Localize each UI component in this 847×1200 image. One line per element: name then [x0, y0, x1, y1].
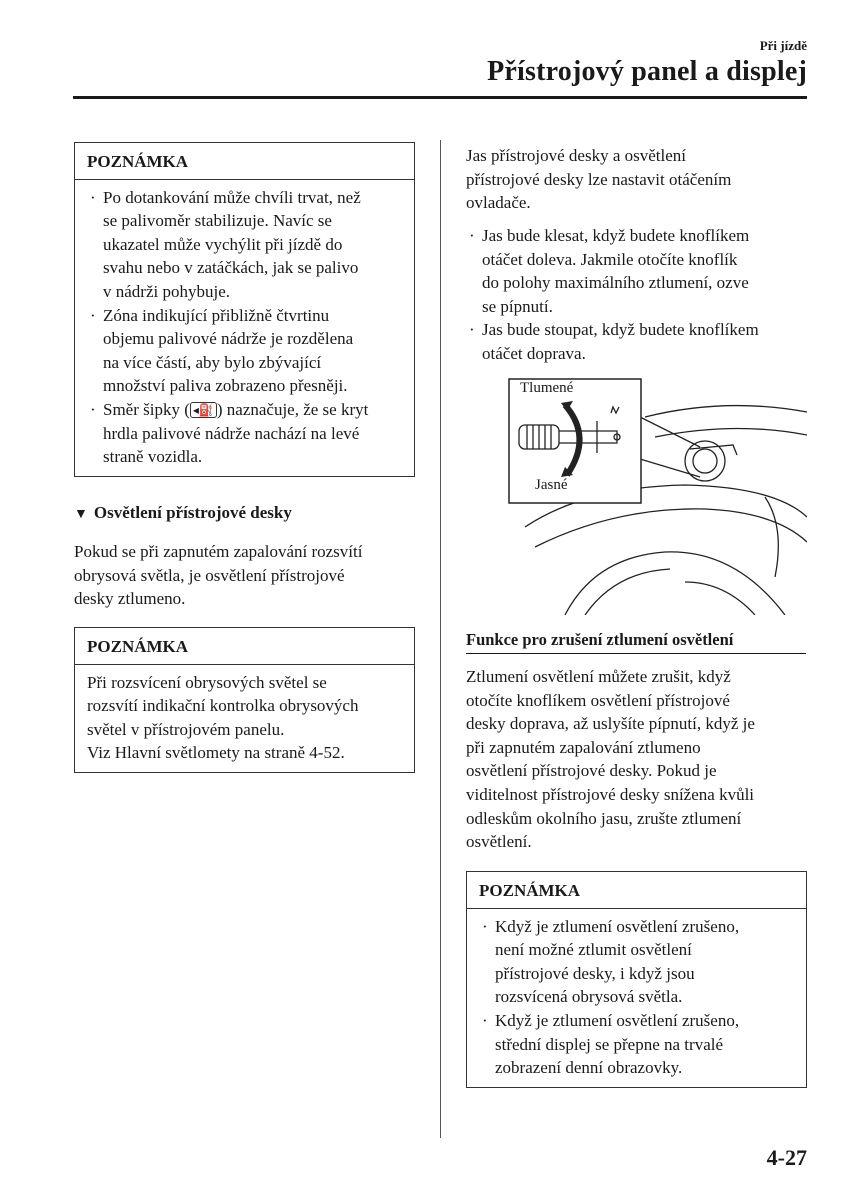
- page-title: Přístrojový panel a displej: [487, 56, 807, 87]
- page-number: 4-27: [766, 1145, 807, 1170]
- text-line: otočíte knoflíkem osvětlení přístrojové: [466, 690, 730, 710]
- text-line: ukazatel může vychýlit při jízdě do: [103, 234, 343, 254]
- text-line: Pokud se při zapnutém zapalování rozsvítí: [74, 542, 363, 561]
- column-divider: [440, 140, 441, 1138]
- text-line: přístrojové desky, i když jsou: [495, 963, 695, 983]
- text-line: rozsvícená obrysová světla.: [495, 987, 683, 1007]
- text-line: přístrojové desky lze nastavit otáčením: [466, 169, 732, 189]
- section-heading: [74, 503, 292, 523]
- section-label: Při jízdě: [759, 38, 807, 53]
- text-line: osvětlení.: [466, 832, 532, 852]
- text-line: do polohy maximálního ztlumení, ozve: [482, 273, 749, 293]
- text-line: · Jas bude klesat, když budete knoflíkem: [482, 226, 750, 245]
- text-line: hrdla palivové nádrže nachází na levé: [103, 423, 360, 443]
- text-fragment: ) naznačuje, že se kryt: [216, 399, 369, 419]
- cancel-dimming-paragraph: [466, 665, 811, 854]
- note-box-fuel: [74, 142, 415, 477]
- text-fragment: Směr šipky (: [103, 399, 190, 419]
- note-bullet: [87, 304, 402, 398]
- note-bullet: [87, 398, 402, 469]
- section-paragraph: [74, 540, 419, 611]
- subheading: Funkce pro zrušení ztlumení osvětlení: [466, 630, 806, 654]
- text-line: není možné ztlumit osvětlení: [495, 940, 692, 960]
- header-rule: [73, 96, 807, 99]
- text-line: rozsvítí indikační kontrolka obrysových: [87, 696, 359, 716]
- triangle-marker-icon: ▼: [74, 507, 88, 522]
- list-item: [466, 224, 811, 318]
- note-bullet: [87, 186, 402, 304]
- text-line: · Když je ztlumení osvětlení zrušeno,: [495, 1010, 740, 1030]
- dimmer-knob-drawing: [505, 377, 807, 615]
- note-title: POZNÁMKA: [75, 143, 414, 180]
- text-line: se pípnutí.: [482, 296, 553, 316]
- text-line: Viz Hlavní světlomety na straně 4-52.: [87, 743, 345, 763]
- text-line: se palivoměr stabilizuje. Navíc se: [103, 211, 332, 231]
- text-line: viditelnost přístrojové desky snížena kvůli: [466, 784, 755, 804]
- text-line: · Po dotankování může chvíli trvat, než: [103, 187, 361, 207]
- text-line: v nádrži pohybuje.: [103, 281, 230, 301]
- text-line: Ztlumení osvětlení můžete zrušit, když: [466, 667, 731, 686]
- text-line: při zapnutém zapalování ztlumeno: [466, 737, 701, 757]
- text-line: množství paliva zobrazeno přesněji.: [103, 376, 348, 396]
- note-box-lights: [74, 627, 415, 773]
- label-dimmed: Tlumené: [520, 380, 574, 396]
- note-box-cancel: [466, 871, 807, 1088]
- label-bright: Jasné: [535, 477, 568, 493]
- text-line: střední displej se přepne na trvalé: [495, 1034, 724, 1054]
- section-heading-text: Osvětlení přístrojové desky: [93, 503, 292, 522]
- intro-paragraph: [466, 144, 811, 215]
- text-line: osvětlení přístrojové desky. Pokud je: [466, 761, 717, 781]
- text-line: · Jas bude stoupat, když budete knoflíkem: [482, 320, 759, 340]
- text-line: zobrazení denní obrazovky.: [495, 1058, 683, 1078]
- fuel-door-arrow-icon: ◂⛽: [190, 402, 217, 418]
- text-line: odleskům okolního jasu, zrušte ztlumení: [466, 808, 742, 828]
- text-line: [103, 398, 402, 422]
- text-line: otáčet doprava.: [482, 343, 586, 363]
- note-bullet: [479, 915, 794, 1009]
- note-bullet: [479, 1009, 794, 1080]
- text-line: · Zóna indikující přibližně čtvrtinu: [103, 305, 330, 325]
- text-line: otáčet doleva. Jakmile otočíte knoflík: [482, 249, 738, 269]
- text-line: Jas přístrojové desky a osvětlení: [466, 146, 687, 165]
- text-line: svahu nebo v zatáčkách, jak se palivo: [103, 258, 359, 278]
- text-line: Při rozsvícení obrysových světel se: [87, 672, 327, 692]
- text-line: obrysová světla, je osvětlení přístrojové: [74, 565, 345, 585]
- text-line: ovladače.: [466, 193, 531, 213]
- text-line: straně vozidla.: [103, 447, 203, 467]
- text-line: desky doprava, až uslyšíte pípnutí, když je: [466, 714, 755, 734]
- text-line: desky ztlumeno.: [74, 589, 186, 609]
- list-item: [466, 318, 811, 365]
- text-line: na více částí, aby bylo zbývající: [103, 352, 322, 372]
- note-title: POZNÁMKA: [467, 872, 806, 909]
- text-line: objemu palivové nádrže je rozdělena: [103, 329, 354, 349]
- dimmer-bullets: [466, 224, 811, 366]
- text-line: světel v přístrojovém panelu.: [87, 719, 285, 739]
- text-line: · Když je ztlumení osvětlení zrušeno,: [495, 916, 740, 936]
- note-title: POZNÁMKA: [75, 628, 414, 665]
- dimmer-knob-illustration: [505, 377, 807, 615]
